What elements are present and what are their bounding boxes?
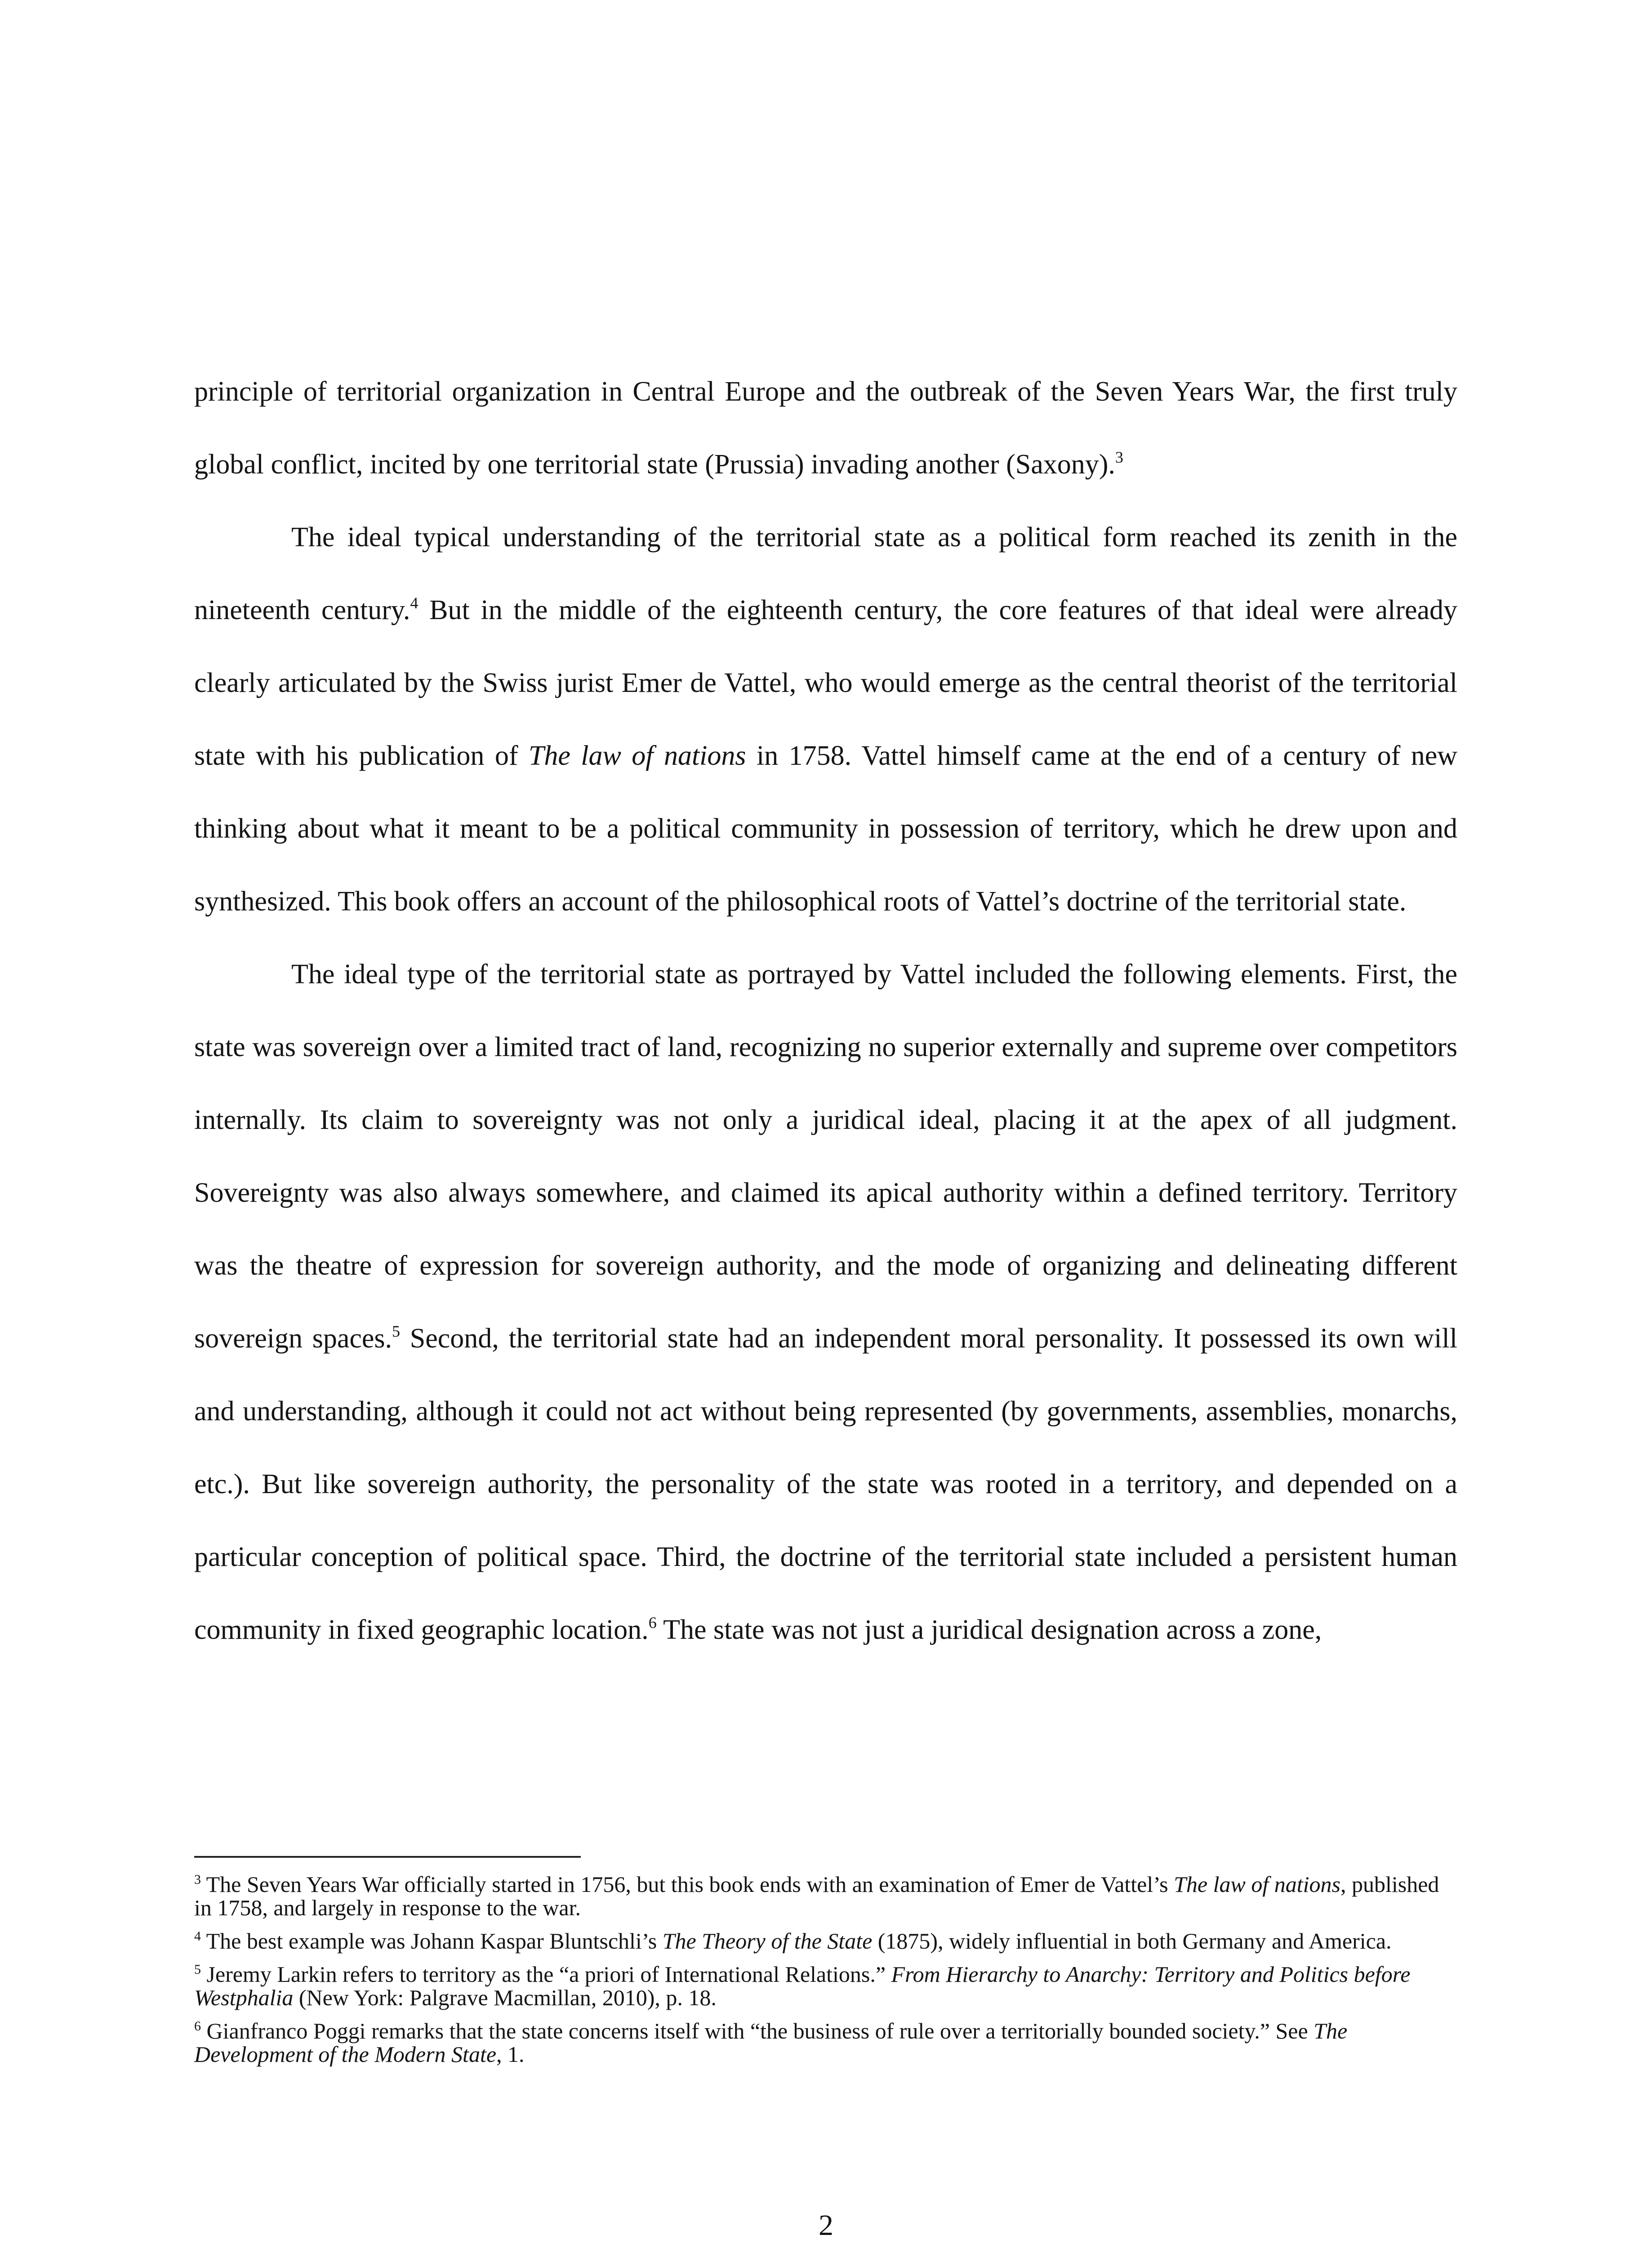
main-text <box>194 355 1457 1666</box>
footnote-ref-5: 5 <box>392 1322 401 1340</box>
paragraph-3 <box>194 938 1457 1666</box>
footnote-5 <box>194 1963 1457 2009</box>
footnote-text: Gianfranco Poggi remarks that the state concerns itself with “the business of rule over a territorially bounded society.” See <box>201 2018 1314 2043</box>
footnote-title: From Hierarchy to Anarchy: Territory and Politics before Westphalia <box>194 1962 1411 2010</box>
paragraph-2-text-c: in 1758. Vattel himself came at the end of a century of new thinking about what it meant to be a political community in possession of territory, which he drew upon and synthesized. This book offers an account of the philosophical roots of Vattel’s doctrine of the territorial state. <box>194 740 1458 917</box>
footnote-text: The Seven Years War officially started in 1756, but this book ends with an examination of Emer de Vattel’s <box>201 1872 1174 1897</box>
footnote-number: 6 <box>194 2019 201 2034</box>
footnote-title: The law of nations <box>1174 1872 1340 1897</box>
footnote-6 <box>194 2019 1457 2066</box>
page-number: 2 <box>819 2209 833 2242</box>
paragraph-2-text-a: The ideal typical understanding of the territorial state as a political form reached its zenith in the nineteenth century. <box>194 522 1457 625</box>
footnotes <box>194 1873 1457 2076</box>
footnote-4 <box>194 1929 1457 1953</box>
footnote-title: The Theory of the State <box>662 1928 873 1954</box>
footnote-text: (New York: Palgrave Macmillan, 2010), p. 18. <box>293 1985 717 2010</box>
footnote-text: , published in 1758, and largely in response to the war. <box>194 1872 1439 1920</box>
footnote-separator <box>194 1856 581 1858</box>
footnote-number: 4 <box>194 1929 201 1944</box>
footnote-number: 5 <box>194 1962 201 1977</box>
paragraph-1-text: principle of territorial organization in Central Europe and the outbreak of the Seven Years War, the first truly global conflict, incited by one territorial state (Prussia) invading another (Saxony). <box>194 376 1457 480</box>
footnote-3 <box>194 1873 1457 1919</box>
footnote-text: (1875), widely influential in both Germany and America. <box>872 1928 1392 1954</box>
paragraph-2 <box>194 501 1457 938</box>
footnote-text: The best example was Johann Kaspar Bluntschli’s <box>201 1928 663 1954</box>
footnote-ref-3: 3 <box>1115 448 1123 466</box>
paragraph-3-text-a: The ideal type of the territorial state as portrayed by Vattel included the following elements. First, the state was sovereign over a limited tract of land, recognizing no superior externally and supreme over competitors internally. Its claim to sovereignty was not only a juridical ideal, placing it at the apex of all judgment. Sovereignty was also always somewhere, and claimed its apical authority within a defined territory. Territory was the theatre of expression for sovereign authority, and the mode of organizing and delineating different sovereign spaces. <box>194 959 1457 1354</box>
book-title: The law of nations <box>528 740 746 771</box>
footnote-number: 3 <box>194 1872 201 1887</box>
paragraph-3-text-c: The state was not just a juridical designation across a zone, <box>656 1615 1322 1645</box>
paragraph-1 <box>194 355 1457 501</box>
footnote-text: , 1. <box>496 2042 525 2067</box>
footnote-ref-4: 4 <box>410 594 419 612</box>
paragraph-3-text-b: Second, the territorial state had an independent moral personality. It possessed its own will and understanding, although it could not act without being represented (by governments, assemblies, monarchs, etc.). But like sovereign authority, the personality of the state was rooted in a territory, and depended on a particular conception of political space. Third, the doctrine of the territorial state included a persistent human community in fixed geographic location. <box>194 1323 1457 1645</box>
footnote-title: The Development of the Modern State <box>194 2018 1348 2067</box>
paragraph-2-text-b: But in the middle of the eighteenth century, the core features of that ideal were already clearly articulated by the Swiss jurist Emer de Vattel, who would emerge as the central theorist of the territorial state with his publication of <box>194 595 1457 771</box>
footnote-text: Jeremy Larkin refers to territory as the “a priori of International Relations.” <box>201 1962 891 1987</box>
footnote-ref-6: 6 <box>648 1614 657 1632</box>
